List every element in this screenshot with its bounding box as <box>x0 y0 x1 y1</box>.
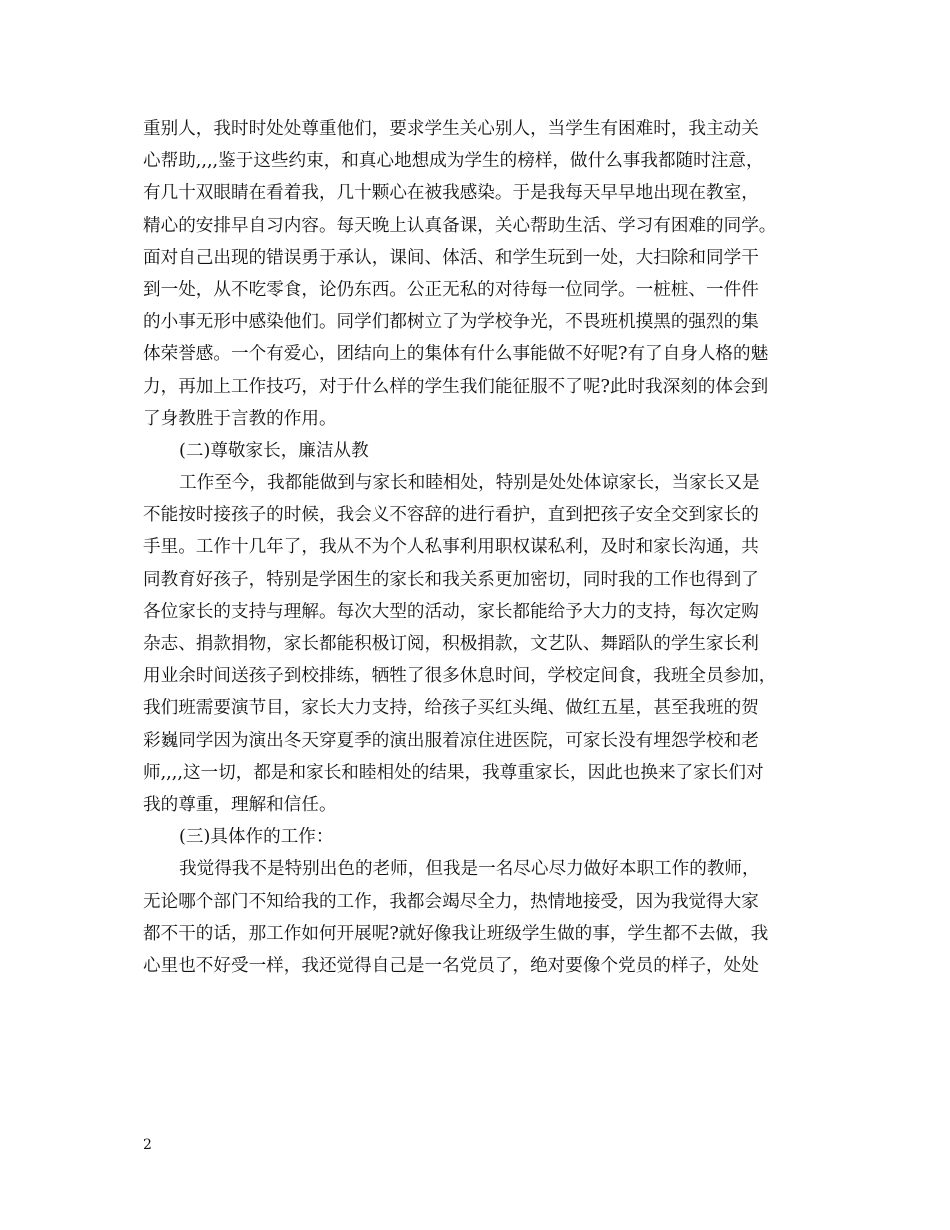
text-line: 手里。工作十几年了，我从不为个人私事利用职权谋私利，及时和家长沟通，共 <box>143 537 759 558</box>
text-line: (三)具体作的工作： <box>179 827 334 848</box>
text-line: 心帮助,,,,鉴于这些约束，和真心地想成为学生的榜样，做什么事我都随时注意， <box>143 151 764 172</box>
text-line: 的小事无形中感染他们。同学们都树立了为学校争光，不畏班机摸黑的强烈的集 <box>143 312 759 333</box>
text-line: 面对自己出现的错误勇于承认，课间、体活、和学生玩到一处，大扫除和同学干 <box>143 247 759 268</box>
text-line: 彩巍同学因为演出冬天穿夏季的演出服着凉住进医院，可家长没有埋怨学校和老 <box>143 730 759 751</box>
text-line: 了身教胜于言教的作用。 <box>143 408 337 429</box>
text-line: 杂志、捐款捐物，家长都能积极订阅，积极捐款，文艺队、舞蹈队的学生家长利 <box>143 634 759 654</box>
text-line: 我们班需要演节目，家长大力支持，给孩子买红头绳、做红五星，甚至我班的贺 <box>143 698 759 719</box>
text-line: 体荣誉感。一个有爱心，团结向上的集体有什么事能做不好呢?有了自身人格的魅 <box>143 344 769 365</box>
text-line: 师,,,,这一切，都是和家长和睦相处的结果，我尊重家长，因此也换来了家长们对 <box>143 762 764 783</box>
text-line: 心里也不好受一样，我还觉得自己是一名党员了，绝对要像个党员的样子，处处 <box>143 955 759 976</box>
body-text <box>143 113 823 982</box>
text-line: (二)尊敬家长，廉洁从教 <box>179 440 369 461</box>
text-line: 我的尊重，理解和信任。 <box>143 794 337 815</box>
text-line: 到一处，从不吃零食，论仍东西。公正无私的对待每一位同学。一桩桩、一件件 <box>143 279 759 300</box>
text-line: 精心的安排早自习内容。每天晚上认真备课，关心帮助生活、学习有困难的同学。 <box>143 215 777 236</box>
text-line: 重别人，我时时处处尊重他们，要求学生关心别人，当学生有困难时，我主动关 <box>143 119 759 139</box>
text-line: 各位家长的支持与理解。每次大型的活动，家长都能给予大力的支持，每次定购 <box>143 601 759 622</box>
text-line: 都不干的话，那工作如何开展呢?就好像我让班级学生做的事，学生都不去做，我 <box>143 923 769 944</box>
text-line: 力，再加上工作技巧，对于什么样的学生我们能征服不了呢?此时我深刻的体会到 <box>143 376 769 397</box>
text-line: 不能按时接孩子的时候，我会义不容辞的进行看护，直到把孩子安全交到家长的 <box>143 505 759 526</box>
text-line: 有几十双眼睛在看着我，几十颗心在被我感染。于是我每天早早地出现在教室， <box>143 183 759 204</box>
text-line: 工作至今，我都能做到与家长和睦相处，特别是处处体谅家长，当家长又是 <box>179 473 760 494</box>
text-line: 用业余时间送孩子到校排练，牺牲了很多休息时间，学校定间食，我班全员参加， <box>143 666 777 687</box>
text-line: 同教育好孩子，特别是学困生的家长和我关系更加密切，同时我的工作也得到了 <box>143 569 759 590</box>
text-line: 我觉得我不是特别出色的老师，但我是一名尽心尽力做好本职工作的教师， <box>179 859 760 880</box>
page-number: 2 <box>143 1137 152 1153</box>
text-line: 无论哪个部门不知给我的工作，我都会竭尽全力，热情地接受，因为我觉得大家 <box>143 891 759 912</box>
